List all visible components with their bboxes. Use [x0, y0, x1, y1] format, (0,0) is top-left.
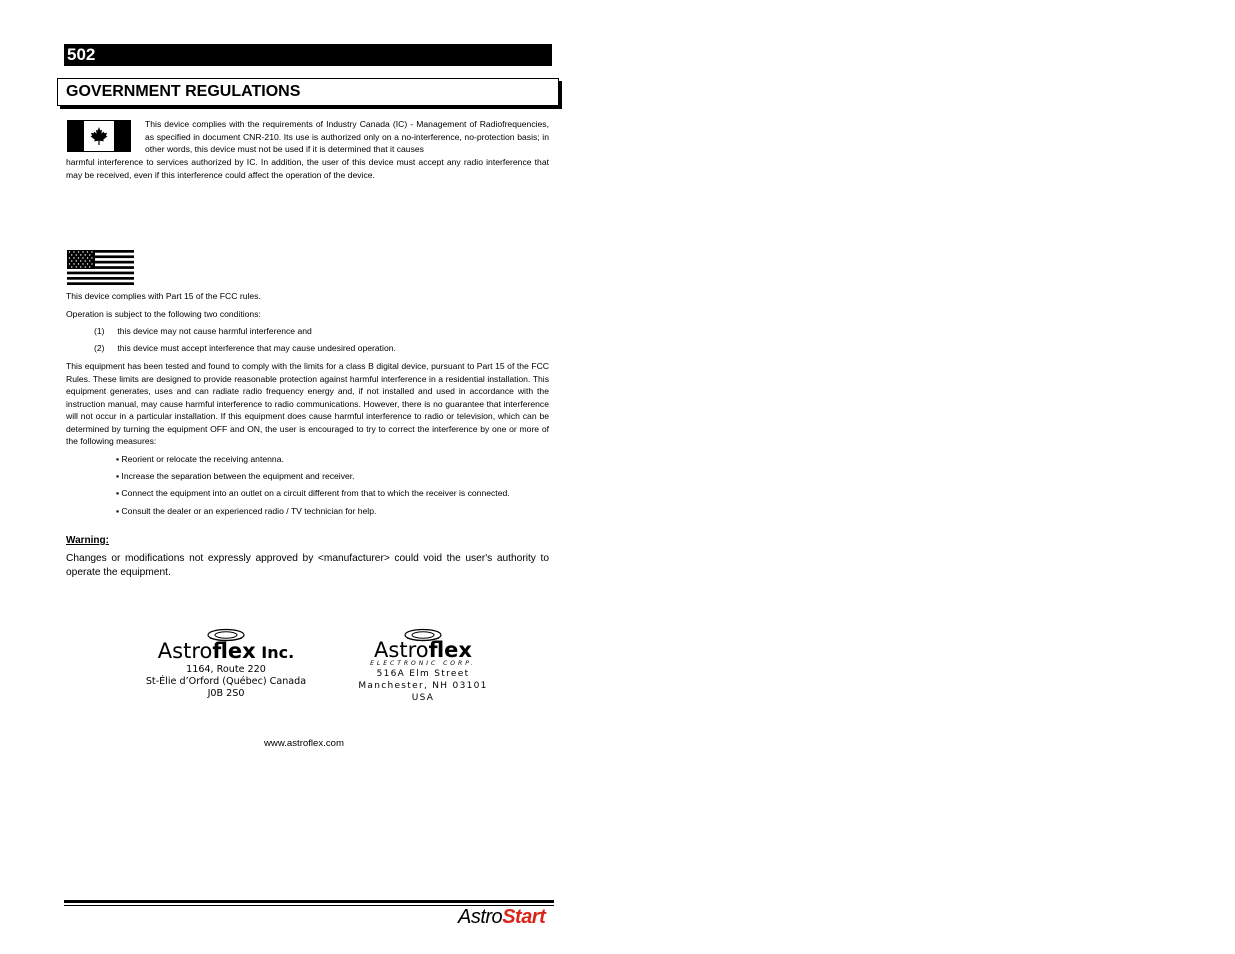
fcc-compliance-line: This device complies with Part 15 of the FCC rules. [66, 291, 261, 301]
company-address-line: St-Élie d’Orford (Québec) Canada [145, 676, 307, 687]
canada-flag-icon [67, 120, 131, 152]
astroflex-usa-block [355, 628, 491, 704]
company-address-line: Manchester, NH 03101 [358, 681, 488, 691]
astroflex-inc-logo: Astroflex Inc. [157, 639, 295, 663]
fcc-class-b-paragraph: This equipment has been tested and found to comply with the limits for a class B digital device, pursuant to Part 15 of the FCC Rules. These limits are designed to provide reasonable protection against harmful interference in a residential installation. This equipment generates, uses and can radiate radio frequency energy and, if not installed and used in accordance with the instruction manual, may cause harmful interference to radio communications. However, there is no guarantee that interference will not occur in a particular installation. If this equipment does cause harmful interference to radio or television, which can be determined by turning the equipment OFF and ON, the user is encouraged to try to correct the interference by one or more of the following measures: [66, 361, 549, 446]
company-tagline: ELECTRONIC CORP. [370, 660, 476, 667]
warning-text: Changes or modifications not expressly approved by <manufacturer> could void the user's authority to operate the equipment. [66, 553, 549, 578]
company-address-line: J0B 2S0 [207, 688, 245, 699]
ic-compliance-text: This device complies with the requirements of Industry Canada (IC) - Management of Radiofrequencies, as specified in document CNR-210. Its use is authorized only on a no-interference, no-protection basis; in other words, this device must not be used if it is determined that it causes [145, 119, 549, 154]
company-address-line: USA [411, 693, 435, 703]
ic-compliance-text-continued: harmful interference to services authorized by IC. In addition, the user of this device must accept any radio interference that may be received, even if this interference could affect the operation of the device. [66, 157, 549, 180]
warning-heading: Warning: [66, 535, 109, 546]
fcc-condition-item [94, 342, 554, 355]
condition-number: (2) [94, 343, 105, 353]
footer-divider [64, 900, 554, 903]
astroflex-corp-logo: Astroflex [374, 638, 472, 662]
condition-text: this device must accept interference that may cause undesired operation. [117, 343, 396, 353]
model-number-bar [64, 44, 552, 66]
model-number: 502 [67, 45, 96, 64]
company-address-line: 1164, Route 220 [186, 664, 266, 675]
astroflex-canada-block [138, 628, 314, 700]
measure-list-item: ▪ Connect the equipment into an outlet on a circuit different from that to which the receiver is connected. [116, 488, 510, 498]
website-link[interactable]: www.astroflex.com [264, 738, 344, 749]
condition-number: (1) [94, 326, 105, 336]
fcc-condition-item [94, 325, 554, 338]
section-title: GOVERNMENT REGULATIONS [57, 78, 559, 106]
measure-list-item: ▪ Increase the separation between the equipment and receiver. [116, 471, 355, 481]
condition-text: this device may not cause harmful interference and [117, 326, 312, 336]
astrostart-logo: AstroStart [458, 906, 546, 928]
company-address-line: 516A Elm Street [376, 669, 470, 679]
measure-list-item: ▪ Reorient or relocate the receiving antenna. [116, 454, 284, 464]
measure-list-item: ▪ Consult the dealer or an experienced radio / TV technician for help. [116, 506, 377, 516]
fcc-conditions-intro: Operation is subject to the following two conditions: [66, 309, 261, 319]
usa-flag-icon [67, 250, 134, 285]
